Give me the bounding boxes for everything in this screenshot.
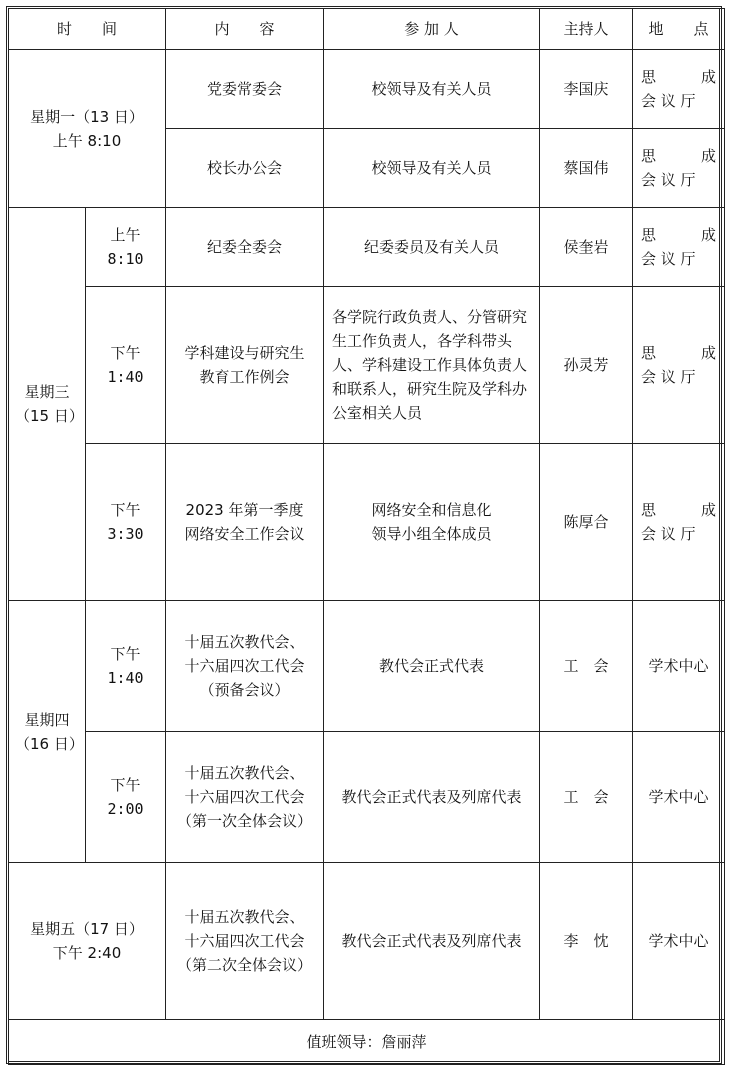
friday-day: 星期五（17 日） <box>30 920 144 938</box>
monday-day: 星期一（13 日） <box>30 107 144 126</box>
meeting-location <box>633 50 725 129</box>
time-value: 2:00 <box>107 800 144 818</box>
table-row <box>9 50 725 129</box>
meeting-location: 学术中心 <box>633 863 725 1020</box>
meeting-host: 蔡国伟 <box>540 129 633 208</box>
wednesday-day: 星期三 <box>24 383 70 401</box>
monday-time-cell <box>9 50 166 208</box>
content-line: 十届五次教代会、 <box>184 633 305 651</box>
monday-time: 上午 8:10 <box>52 131 122 150</box>
content-line: 十六届四次工代会 <box>184 788 305 806</box>
meeting-location: 学术中心 <box>633 601 725 732</box>
table-row <box>9 444 725 601</box>
meeting-attendees: 教代会正式代表及列席代表 <box>324 863 540 1020</box>
content-line: （预备会议） <box>199 681 290 699</box>
meeting-time <box>86 208 166 287</box>
meeting-location <box>633 129 725 208</box>
schedule-table <box>8 8 725 1065</box>
time-period: 下午 <box>110 645 141 663</box>
thursday-date: （16 日） <box>15 734 84 753</box>
meeting-host: 工 会 <box>540 601 633 732</box>
meeting-host: 陈厚合 <box>540 444 633 601</box>
location-part: 会 议 厅 <box>641 525 696 543</box>
wednesday-day-cell <box>9 208 86 601</box>
meeting-content <box>166 601 324 732</box>
header-location: 地 点 <box>633 9 725 50</box>
meeting-attendees: 校领导及有关人员 <box>324 50 540 129</box>
content-line: 十六届四次工代会 <box>184 932 305 950</box>
table-row <box>9 287 725 444</box>
meeting-host: 李国庆 <box>540 50 633 129</box>
time-period: 下午 <box>110 776 141 794</box>
duty-row <box>9 1020 725 1065</box>
location-part: 成 <box>701 501 717 519</box>
thursday-day: 星期四 <box>24 710 70 729</box>
header-content: 内 容 <box>166 9 324 50</box>
meeting-content <box>166 732 324 863</box>
table-row <box>9 601 725 732</box>
location-part: 会 议 厅 <box>641 368 696 386</box>
meeting-time <box>86 732 166 863</box>
meeting-location <box>633 444 725 601</box>
attendees-line: 领导小组全体成员 <box>371 525 492 543</box>
time-period: 下午 <box>110 501 141 519</box>
meeting-host: 工 会 <box>540 732 633 863</box>
location-part: 成 <box>701 344 717 362</box>
content-line: 网络安全工作会议 <box>184 525 305 543</box>
location-part: 成 <box>701 147 717 165</box>
meeting-content <box>166 444 324 601</box>
content-line: 十届五次教代会、 <box>184 908 305 926</box>
header-row <box>9 9 725 50</box>
meeting-attendees: 教代会正式代表及列席代表 <box>324 732 540 863</box>
table-row <box>9 732 725 863</box>
meeting-host: 孙灵芳 <box>540 287 633 444</box>
meeting-content: 纪委全委会 <box>166 208 324 287</box>
time-period: 上午 <box>110 226 141 244</box>
time-value: 1:40 <box>107 368 144 386</box>
location-part: 成 <box>701 68 717 86</box>
content-line: 十六届四次工代会 <box>184 657 305 675</box>
meeting-content: 校长办公会 <box>166 129 324 208</box>
location-part: 会 议 厅 <box>641 250 696 268</box>
time-value: 8:10 <box>107 250 144 268</box>
location-part: 会 议 厅 <box>641 92 696 110</box>
table-row <box>9 863 725 1020</box>
content-line: 十届五次教代会、 <box>184 764 305 782</box>
meeting-attendees <box>324 444 540 601</box>
meeting-attendees: 各学院行政负责人、分管研究生工作负责人，各学科带头人、学科建设工作具体负责人和联系人，研究生院及学科办公室相关人员 <box>324 287 540 444</box>
location-part: 会 议 厅 <box>641 171 696 189</box>
friday-time: 下午 2:40 <box>52 944 122 962</box>
content-line: 教育工作例会 <box>199 368 290 386</box>
time-value: 3:30 <box>107 525 144 543</box>
location-part: 思 <box>641 344 657 362</box>
friday-time-cell <box>9 863 166 1020</box>
location-part: 思 <box>641 68 657 86</box>
content-line: 2023 年第一季度 <box>185 501 304 519</box>
meeting-location <box>633 287 725 444</box>
meeting-content <box>166 863 324 1020</box>
time-period: 下午 <box>110 344 141 362</box>
meeting-content <box>166 287 324 444</box>
location-part: 思 <box>641 501 657 519</box>
location-part: 成 <box>701 226 717 244</box>
meeting-time <box>86 287 166 444</box>
meeting-host: 侯奎岩 <box>540 208 633 287</box>
wednesday-date: （15 日） <box>15 407 84 425</box>
time-value: 1:40 <box>107 669 144 687</box>
meeting-attendees: 纪委委员及有关人员 <box>324 208 540 287</box>
duty-leader: 值班领导：詹丽萍 <box>9 1020 725 1065</box>
table-row <box>9 208 725 287</box>
content-line: （第一次全体会议） <box>177 812 313 830</box>
header-attendees: 参 加 人 <box>324 9 540 50</box>
attendees-line: 网络安全和信息化 <box>371 501 492 519</box>
header-time: 时 间 <box>9 9 166 50</box>
meeting-attendees: 校领导及有关人员 <box>324 129 540 208</box>
meeting-time <box>86 601 166 732</box>
meeting-host: 李 忱 <box>540 863 633 1020</box>
thursday-day-cell <box>9 601 86 863</box>
content-line: （第二次全体会议） <box>177 956 313 974</box>
content-line: 学科建设与研究生 <box>184 344 305 362</box>
location-part: 思 <box>641 147 657 165</box>
header-host: 主持人 <box>540 9 633 50</box>
location-part: 思 <box>641 226 657 244</box>
meeting-location: 学术中心 <box>633 732 725 863</box>
meeting-content: 党委常委会 <box>166 50 324 129</box>
meeting-attendees: 教代会正式代表 <box>324 601 540 732</box>
meeting-location <box>633 208 725 287</box>
meeting-time <box>86 444 166 601</box>
